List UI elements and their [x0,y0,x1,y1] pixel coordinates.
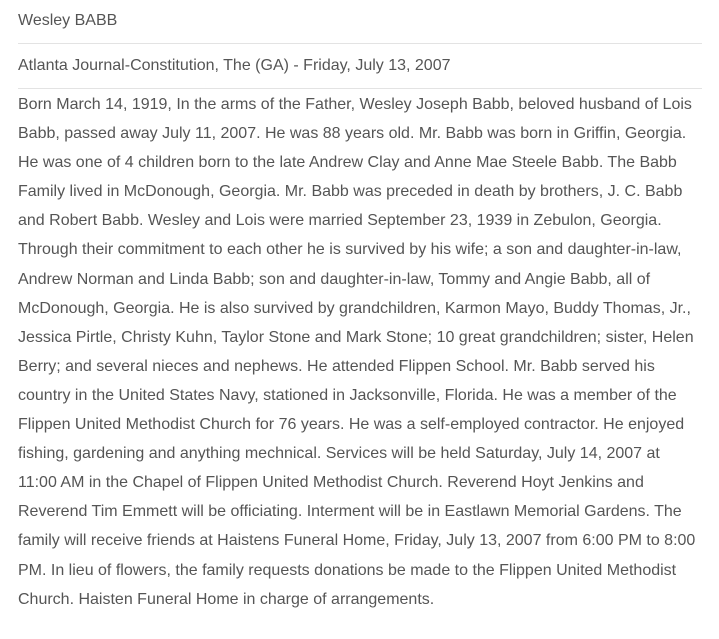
obituary-text: Born March 14, 1919, In the arms of the Father, Wesley Joseph Babb, beloved husband of Lois Babb, passed away July 11, 2007. He was 88 years old. Mr. Babb was born in Griffin, Georgia. He was one of 4 children born to the late Andrew Clay and Anne Mae Steele Babb. The Babb Family lived in McDonough, Georgia. Mr. Babb was preceded in death by brothers, J. C. Babb and Robert Babb. Wesley and Lois were married September 23, 1939 in Zebulon, Georgia. Through their commitment to each other he is survived by his wife; a son and daughter-in-law, Andrew Norman and Linda Babb; son and daughter-in-law, Tommy and Angie Babb, all of McDonough, Georgia. He is also survived by grandchildren, Karmon Mayo, Buddy Thomas, Jr., Jessica Pirtle, Christy Kuhn, Taylor Stone and Mark Stone; 10 great grandchildren; sister, Helen Berry; and several nieces and nephews. He attended Flippen School. Mr. Babb served his country in the United States Navy, stationed in Jacksonville, Florida. He was a member of the Flippen United Methodist Church for 76 years. He was a self-employed contractor. He enjoyed fishing, gardening and anything mechnical. Services will be held Saturday, July 14, 2007 at 11:00 AM in the Chapel of Flippen United Methodist Church. Reverend Hoyt Jenkins and Reverend Tim Emmett will be officiating. Interment will be in Eastlawn Memorial Gardens. The family will receive friends at Haistens Funeral Home, Friday, July 13, 2007 from 6:00 PM to 8:00 PM. In lieu of flowers, the family requests donations be made to the Flippen United Methodist Church. Haisten Funeral Home in charge of arrangements. [18,96,696,608]
publication-source: Atlanta Journal-Constitution, The (GA) - Friday, July 13, 2007 [18,57,451,74]
deceased-name: Wesley BABB [18,12,118,29]
